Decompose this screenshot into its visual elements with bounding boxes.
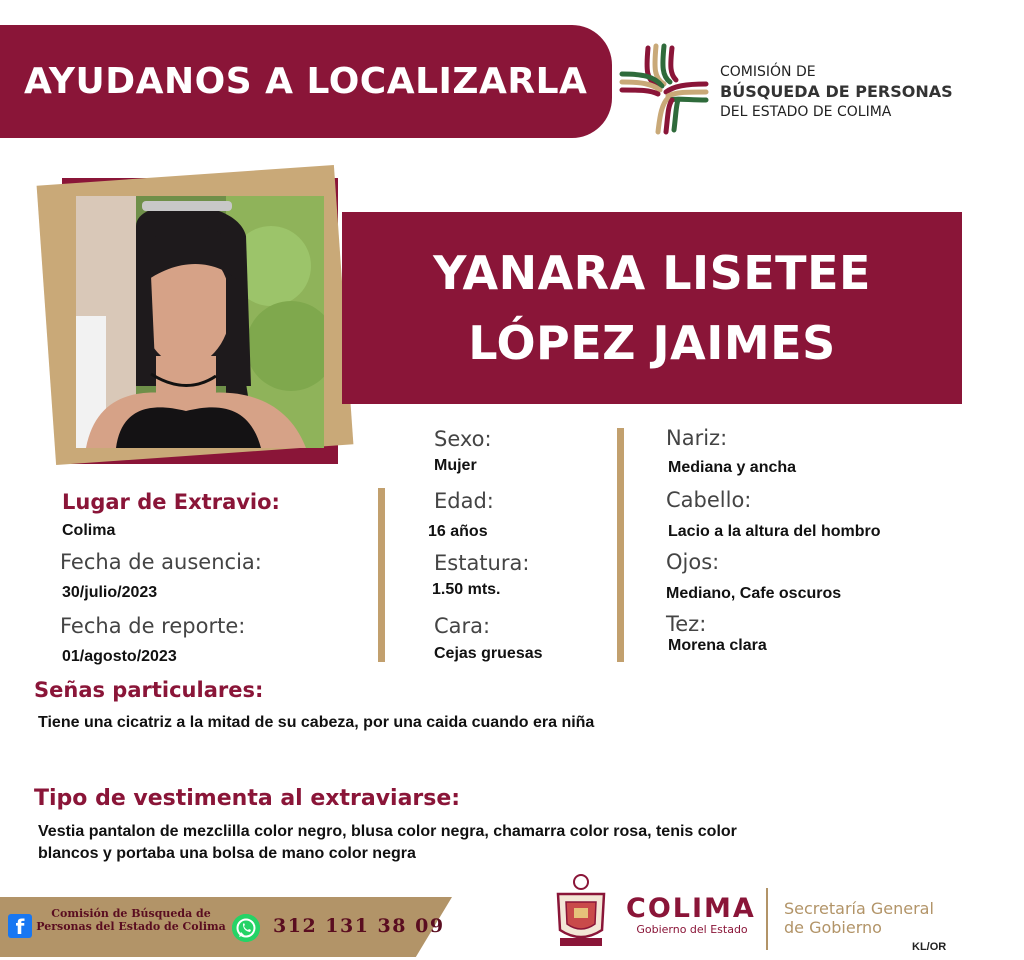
missing-person-photo [76, 196, 324, 448]
ausencia-value: 30/julio/2023 [62, 584, 158, 601]
estatura-label: Estatura: [434, 551, 530, 575]
divider-right [617, 428, 624, 662]
edad-label: Edad: [434, 489, 494, 513]
org-line-1: COMISIÓN DE [720, 64, 816, 80]
vestimenta-line-2: blancos y portaba una bolsa de mano color negra [38, 845, 416, 862]
divider-left [378, 488, 385, 662]
comision-logo-icon [618, 40, 710, 136]
reporte-value: 01/agosto/2023 [62, 648, 177, 665]
sexo-value: Mujer [434, 457, 477, 474]
nariz-label: Nariz: [666, 426, 728, 450]
contact-phone[interactable]: 312 131 38 09 [273, 915, 445, 937]
edad-value: 16 años [428, 523, 488, 540]
tez-value: Morena clara [668, 637, 767, 654]
colima-subtitle: Gobierno del Estado [636, 923, 748, 936]
cabello-label: Cabello: [666, 488, 752, 512]
sexo-label: Sexo: [434, 427, 492, 451]
estatura-value: 1.50 mts. [432, 581, 501, 598]
person-name-line-1: YANARA LISETEE [433, 246, 871, 300]
cara-label: Cara: [434, 614, 491, 638]
footer-divider [766, 888, 768, 950]
org-line-2: BÚSQUEDA DE PERSONAS [720, 82, 953, 101]
org-name-block [720, 62, 1010, 122]
ojos-label: Ojos: [666, 550, 720, 574]
vestimenta-title: Tipo de vestimenta al extraviarse: [34, 786, 461, 811]
facebook-icon[interactable]: f [8, 914, 32, 938]
sec-line-1: Secretaría General [784, 899, 934, 918]
nariz-value: Mediana y ancha [668, 459, 797, 476]
name-band [342, 212, 962, 404]
ausencia-label: Fecha de ausencia: [60, 550, 262, 574]
banner-title: AYUDANOS A LOCALIZARLA [24, 61, 588, 102]
vestimenta-line-1: Vestia pantalon de mezclilla color negro, blusa color negra, chamarra color rosa, tenis color [38, 823, 737, 840]
reporte-label: Fecha de reporte: [60, 614, 246, 638]
whatsapp-icon[interactable] [232, 914, 260, 942]
lugar-label: Lugar de Extravio: [62, 490, 280, 514]
org-line-3: DEL ESTADO DE COLIMA [720, 104, 892, 120]
cabello-value: Lacio a la altura del hombro [668, 523, 881, 540]
cara-value: Cejas gruesas [434, 645, 543, 662]
header-banner [0, 25, 612, 138]
secretaria-general-text [784, 899, 934, 937]
tez-label: Tez: [666, 612, 707, 636]
lugar-value: Colima [62, 522, 116, 539]
ojos-value: Mediano, Cafe oscuros [666, 585, 842, 602]
senas-text: Tiene una cicatriz a la mitad de su cabeza, por una caida cuando era niña [38, 714, 595, 731]
senas-title: Señas particulares: [34, 678, 264, 702]
colima-wordmark: COLIMA [626, 893, 756, 924]
colima-seal-icon [552, 872, 610, 950]
person-name-line-2: LÓPEZ JAIMES [468, 316, 836, 370]
footer-org-name: Comisión de Búsqueda de Personas del Estado de Colima [36, 907, 226, 933]
sec-line-2: de Gobierno [784, 918, 882, 937]
document-code: KL/OR [912, 941, 947, 953]
